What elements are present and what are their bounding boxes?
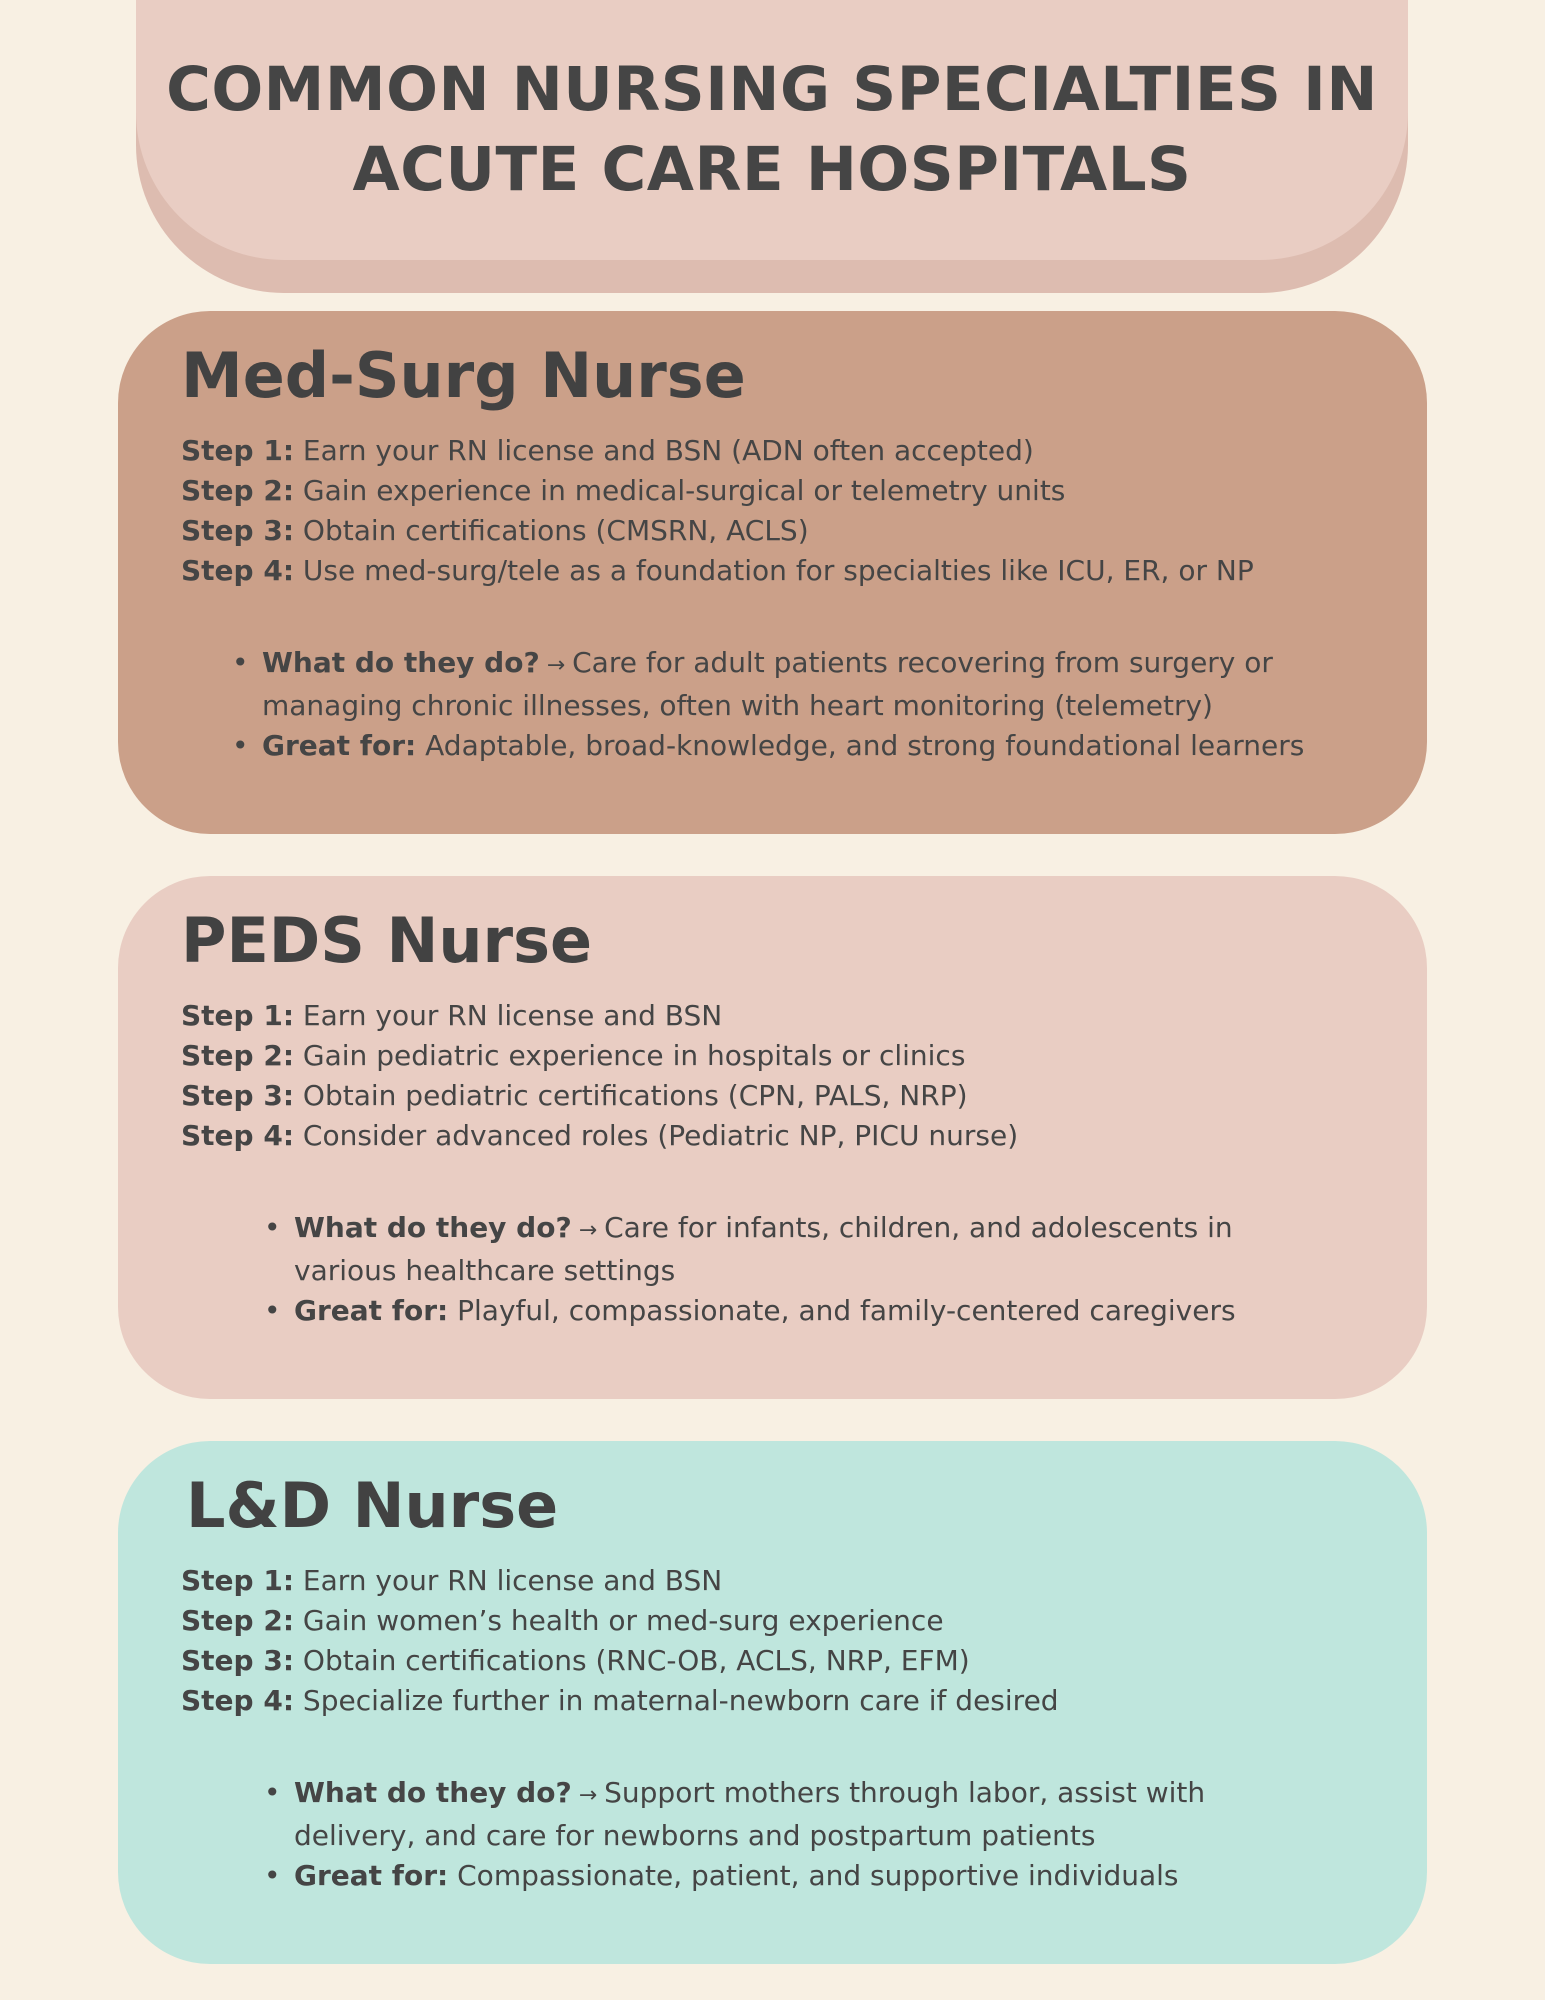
great-for-label: Great for: — [262, 729, 417, 762]
step-text: Obtain certifications (CMSRN, ACLS) — [294, 514, 809, 547]
arrow-right-icon: → — [571, 1218, 605, 1243]
step-text: Obtain certifications (RNC-OB, ACLS, NRP, EFM) — [294, 1644, 970, 1677]
step-item — [181, 471, 1254, 511]
step-label: Step 3: — [181, 1079, 295, 1112]
step-item — [181, 1601, 1059, 1641]
great-for-label: Great for: — [294, 1859, 449, 1892]
arrow-right-icon: → — [571, 1783, 605, 1808]
card-med-surg-nurse — [118, 311, 1427, 834]
header-banner — [136, 0, 1408, 260]
great-for-item — [264, 1856, 1314, 1896]
step-item — [181, 511, 1254, 551]
step-item — [181, 431, 1254, 471]
step-label: Step 2: — [181, 1604, 295, 1637]
what-label: What do they do? — [294, 1211, 572, 1244]
great-for-item — [232, 726, 1382, 766]
step-label: Step 1: — [181, 999, 295, 1032]
step-item — [181, 1681, 1059, 1721]
card-title: L&D Nurse — [186, 1469, 559, 1542]
step-text: Use med-surg/tele as a foundation for specialties like ICU, ER, or NP — [294, 554, 1254, 587]
great-for-text: Compassionate, patient, and supportive individuals — [448, 1859, 1179, 1892]
steps-list — [181, 431, 1254, 591]
step-text: Obtain pediatric certifications (CPN, PALS, NRP) — [294, 1079, 968, 1112]
step-text: Earn your RN license and BSN (ADN often accepted) — [294, 434, 1034, 467]
what-text: Support mothers through labor, assist with delivery, and care for newborns and postpartum patients — [294, 1776, 1206, 1852]
what-label: What do they do? — [294, 1776, 572, 1809]
step-label: Step 1: — [181, 1564, 295, 1597]
step-label: Step 3: — [181, 514, 295, 547]
step-label: Step 4: — [181, 1119, 295, 1152]
what-text: Care for infants, children, and adolescents in various healthcare settings — [294, 1211, 1233, 1287]
what-they-do-item — [264, 1208, 1314, 1291]
step-text: Gain experience in medical-surgical or telemetry units — [294, 474, 1066, 507]
what-they-do-item — [264, 1773, 1314, 1856]
steps-list — [181, 1561, 1059, 1721]
great-for-label: Great for: — [294, 1294, 449, 1327]
details-list — [232, 643, 1382, 766]
step-text: Gain pediatric experience in hospitals or clinics — [294, 1039, 966, 1072]
step-label: Step 4: — [181, 554, 295, 587]
step-item — [181, 1641, 1059, 1681]
card-title: PEDS Nurse — [181, 904, 593, 977]
step-text: Earn your RN license and BSN — [294, 1564, 723, 1597]
step-item — [181, 1036, 1018, 1076]
arrow-right-icon: → — [539, 653, 573, 678]
card-title: Med-Surg Nurse — [181, 339, 746, 412]
step-item — [181, 1561, 1059, 1601]
what-they-do-item — [232, 643, 1382, 726]
step-text: Earn your RN license and BSN — [294, 999, 723, 1032]
step-label: Step 2: — [181, 474, 295, 507]
step-item — [181, 996, 1018, 1036]
step-label: Step 4: — [181, 1684, 295, 1717]
great-for-item — [264, 1291, 1314, 1331]
step-item — [181, 1076, 1018, 1116]
step-item — [181, 551, 1254, 591]
step-text: Gain women’s health or med-surg experience — [294, 1604, 944, 1637]
what-label: What do they do? — [262, 646, 540, 679]
what-text: Care for adult patients recovering from surgery or managing chronic illnesses, often with heart monitoring (telemetry) — [262, 646, 1273, 722]
step-label: Step 3: — [181, 1644, 295, 1677]
step-label: Step 2: — [181, 1039, 295, 1072]
step-label: Step 1: — [181, 434, 295, 467]
great-for-text: Adaptable, broad-knowledge, and strong foundational learners — [416, 729, 1305, 762]
page-title: COMMON NURSING SPECIALTIES IN ACUTE CARE HOSPITALS — [166, 54, 1378, 205]
step-text: Consider advanced roles (Pediatric NP, PICU nurse) — [294, 1119, 1019, 1152]
card-ld-nurse — [118, 1441, 1427, 1964]
details-list — [264, 1773, 1314, 1896]
step-item — [181, 1116, 1018, 1156]
details-list — [264, 1208, 1314, 1331]
card-peds-nurse — [118, 876, 1427, 1399]
steps-list — [181, 996, 1018, 1156]
step-text: Specialize further in maternal-newborn care if desired — [294, 1684, 1059, 1717]
great-for-text: Playful, compassionate, and family-centered caregivers — [448, 1294, 1236, 1327]
